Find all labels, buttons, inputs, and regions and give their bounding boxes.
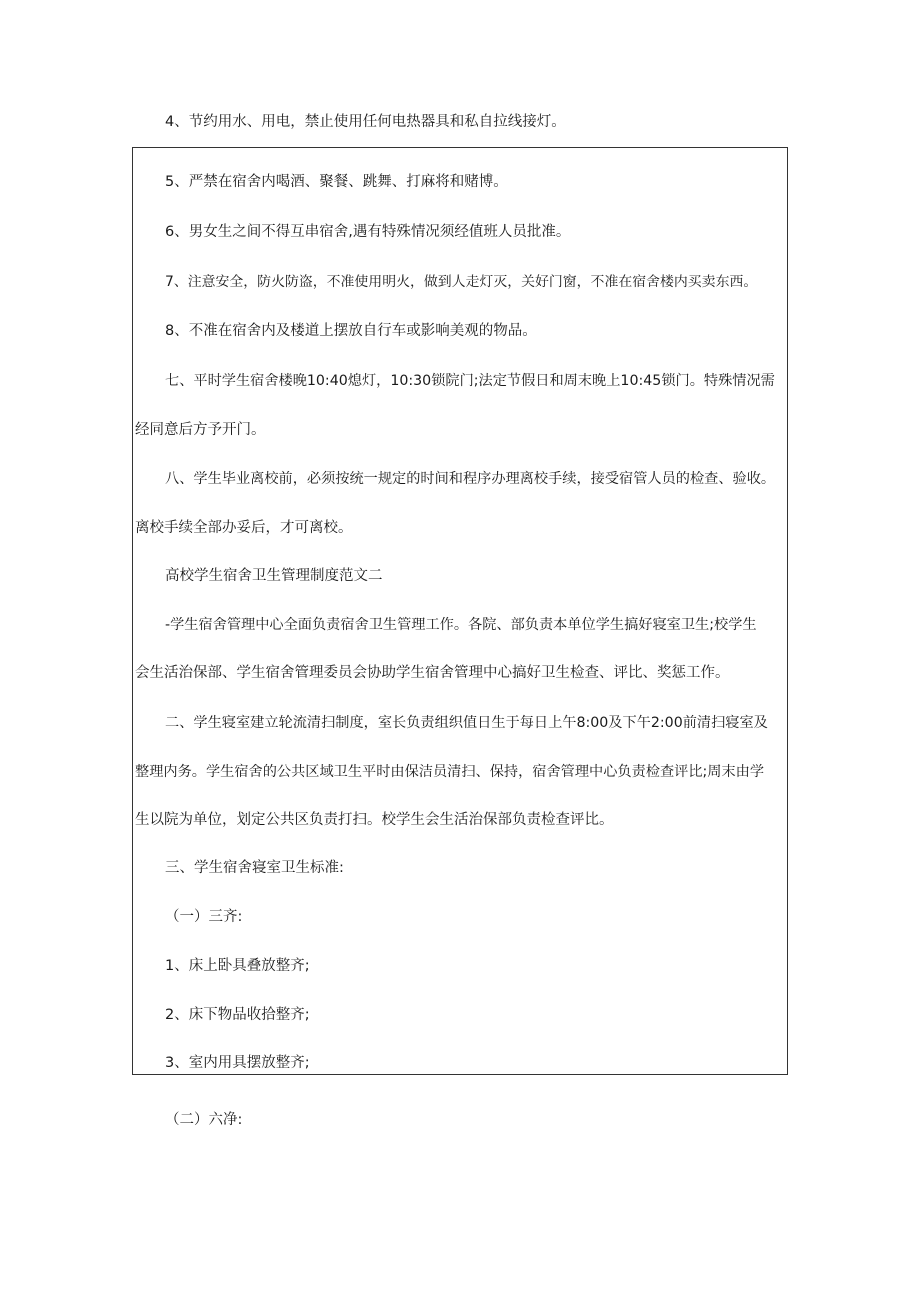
text-line: 6、男女生之间不得互串宿舍,遇有特殊情况须经值班人员批准。 xyxy=(165,224,571,240)
text-line: 经同意后方予开门。 xyxy=(135,422,266,438)
text-line: 二、学生寝室建立轮流清扫制度，室长负责组织值日生于每日上午8:00及下午2:00前清扫寝室及 xyxy=(165,715,768,731)
text-line: 会生活治保部、学生宿舍管理委员会协助学生宿舍管理中心搞好卫生检查、评比、奖惩工作。 xyxy=(135,665,730,681)
text-line: 7、注意安全，防火防盗，不准使用明火，做到人走灯灭，关好门窗，不准在宿舍楼内买卖东西。 xyxy=(165,274,758,290)
text-line: 八、学生毕业离校前，必须按统一规定的时间和程序办理离校手续，接受宿管人员的检查、验收。 xyxy=(165,471,776,487)
list-item: 2、床下物品收拾整齐; xyxy=(165,1007,310,1023)
list-item: 3、室内用具摆放整齐; xyxy=(165,1055,310,1071)
text-line: 三、学生宿舍寝室卫生标准: xyxy=(165,860,344,876)
text-line: -学生宿舍管理中心全面负责宿舍卫生管理工作。各院、部负责本单位学生搞好寝室卫生;校学生 xyxy=(165,617,757,633)
text-line: 8、不准在宿舍内及楼道上摆放自行车或影响美观的物品。 xyxy=(165,323,537,339)
text-line: 整理内务。学生宿舍的公共区域卫生平时由保洁员清扫、保持，宿舍管理中心负责检查评比;周末由学 xyxy=(135,764,765,780)
text-line: 七、平时学生宿舍楼晚10:40熄灯，10:30锁院门;法定节假日和周末晚上10:45锁门。特殊情况需 xyxy=(165,373,775,389)
text-line: （二）六净: xyxy=(165,1112,243,1128)
text-line: 生以院为单位，划定公共区负责打扫。校学生会生活治保部负责检查评比。 xyxy=(135,812,614,828)
text-line: 5、严禁在宿舍内喝酒、聚餐、跳舞、打麻将和赌博。 xyxy=(165,174,508,190)
list-item: 1、床上卧具叠放整齐; xyxy=(165,958,310,974)
section-heading: 高校学生宿舍卫生管理制度范文二 xyxy=(165,568,383,584)
text-line: （一）三齐: xyxy=(165,909,243,925)
text-line: 4、节约用水、用电，禁止使用任何电热器具和私自拉线接灯。 xyxy=(165,114,566,130)
text-line: 离校手续全部办妥后，才可离校。 xyxy=(135,520,353,536)
